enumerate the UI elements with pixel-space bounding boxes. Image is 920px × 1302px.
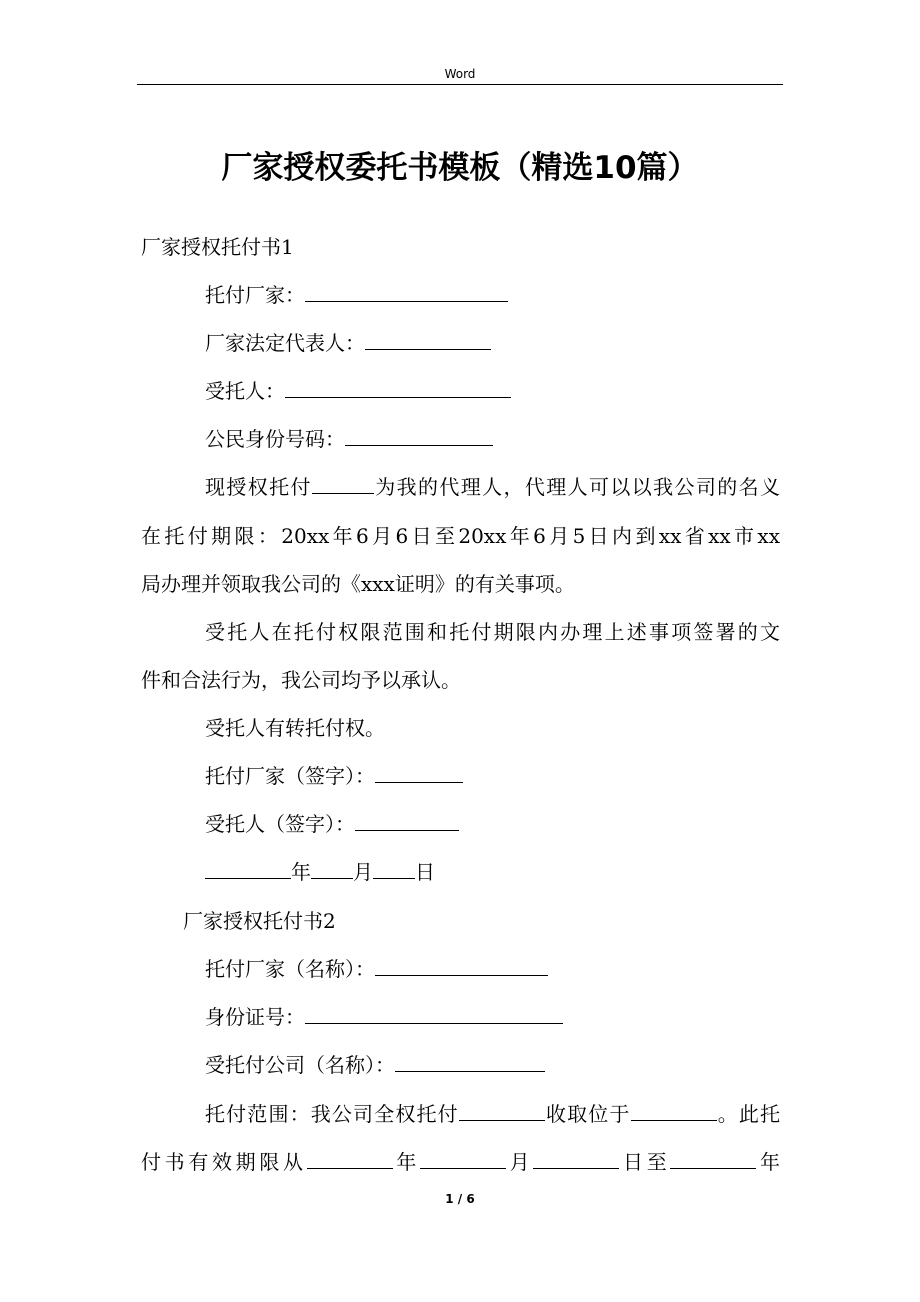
blank-line <box>375 762 463 783</box>
blank-line <box>395 1051 545 1072</box>
scope-line-1: 托付范围：我公司全权托付 收取位于 。此托 <box>205 1102 781 1126</box>
blank-line <box>305 281 508 302</box>
paragraph-3: 受托人有转托付权。 <box>205 716 385 740</box>
blank-line <box>345 425 493 446</box>
blank-line <box>365 329 491 350</box>
header-label: Word <box>444 67 476 81</box>
section-2-heading: 厂家授权托付书2 <box>183 909 336 933</box>
blank-line <box>375 955 548 976</box>
paragraph-1-line-1: 现授权托付 为我的代理人，代理人可以以我公司的名义 <box>205 475 780 499</box>
field-trustee: 受托人： <box>205 377 511 405</box>
section-1-heading: 厂家授权托付书1 <box>141 235 294 259</box>
blank-line <box>355 810 459 831</box>
signature-trustee: 受托人（签字）： <box>205 810 459 838</box>
document-title: 厂家授权委托书模板（精选10篇） <box>221 150 699 186</box>
blank-line <box>305 1003 563 1024</box>
field-id-number: 公民身份号码： <box>205 425 493 453</box>
field-manufacturer-name: 托付厂家（名称）： <box>205 955 548 983</box>
field-id-card: 身份证号： <box>205 1003 563 1031</box>
paragraph-1-line-2: 在托付期限：20xx年6月6日至20xx年6月5日内到xx省xx市xx <box>141 524 780 548</box>
paragraph-1-line-3: 局办理并领取我公司的《xxx证明》的有关事项。 <box>141 572 575 596</box>
field-entrusting-manufacturer: 托付厂家： <box>205 281 508 309</box>
blank-line <box>533 1148 619 1169</box>
page-number: 1 / 6 <box>445 1192 475 1206</box>
page-header <box>137 66 783 85</box>
blank-line <box>311 858 353 879</box>
blank-line <box>307 1148 393 1169</box>
signature-manufacturer: 托付厂家（签字）： <box>205 762 463 790</box>
blank-line <box>670 1148 756 1169</box>
scope-line-2: 付书有效期限从 年 月 日至 年 <box>141 1150 781 1174</box>
blank-line <box>459 1100 545 1121</box>
field-entrusted-company: 受托付公司（名称）： <box>205 1051 545 1079</box>
blank-line <box>312 473 374 494</box>
field-legal-representative: 厂家法定代表人： <box>205 329 491 357</box>
paragraph-2-line-2: 件和合法行为，我公司均予以承认。 <box>141 668 461 692</box>
blank-line <box>373 858 415 879</box>
date-line: 年 月 日 <box>205 858 435 886</box>
paragraph-2-line-1: 受托人在托付权限范围和托付期限内办理上述事项签署的文 <box>205 620 780 644</box>
blank-line <box>420 1148 506 1169</box>
blank-line <box>285 377 511 398</box>
blank-line <box>205 858 291 879</box>
blank-line <box>631 1100 717 1121</box>
